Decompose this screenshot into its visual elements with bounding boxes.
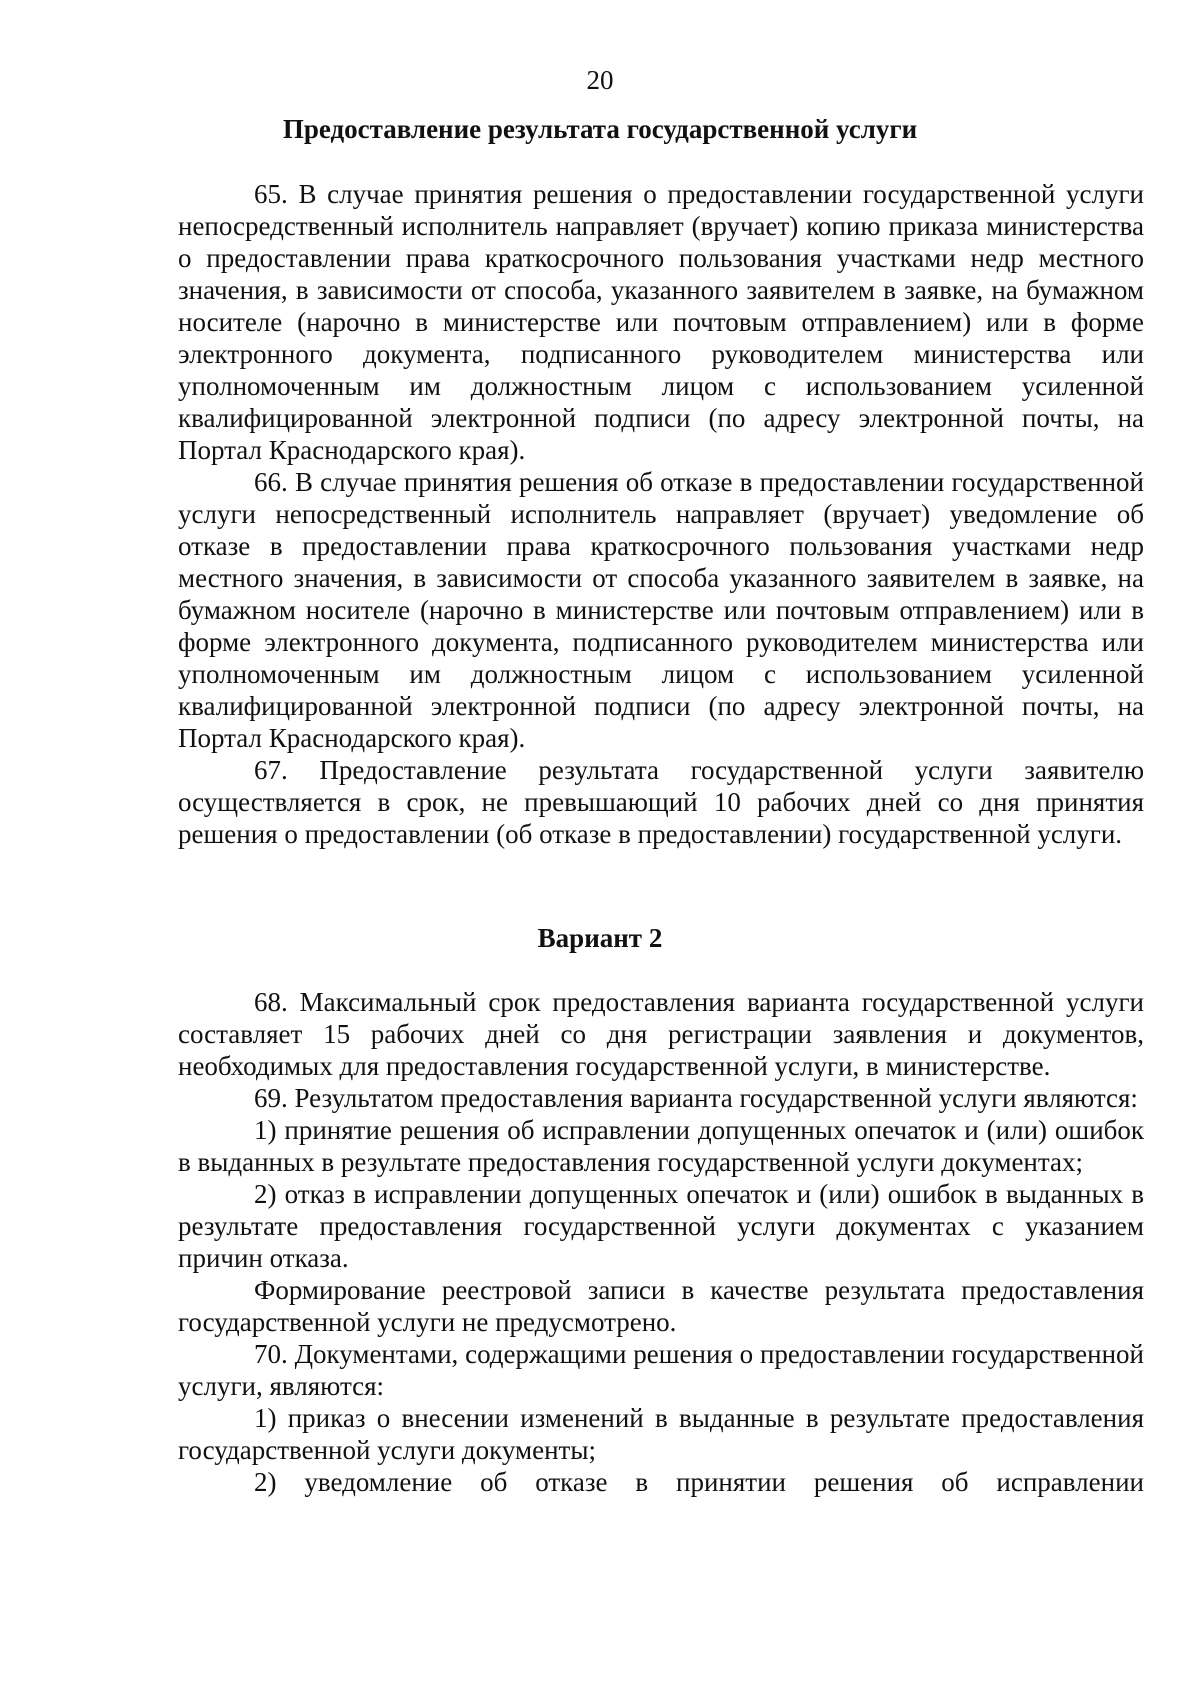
paragraph-69: 69. Результатом предоставления варианта государственной услуги являются: bbox=[254, 1083, 1138, 1113]
list-item-70-1: 1) приказ о внесении изменений в выданные в результате предоставления государственной услуги документы; bbox=[178, 1403, 1144, 1465]
list-item-70-2: 2) уведомление об отказе в принятии решения об исправлении bbox=[254, 1467, 1144, 1497]
registry-note-paragraph: Формирование реестровой записи в качестве результата предоставления государственной услуги не предусмотрено. bbox=[178, 1275, 1144, 1337]
section-body bbox=[178, 178, 1144, 850]
list-item-69-2: 2) отказ в исправлении допущенных опечаток и (или) ошибок в выданных в результате предоставления государственной услуги документах с указанием причин отказа. bbox=[178, 1179, 1144, 1273]
paragraph-66: 66. В случае принятия решения об отказе в предоставлении государственной услуги непосредственный исполнитель направляет (вручает) уведомление об отказе в предоставлении права краткосрочного пользования участками недр местного значения, в зависимости от способа указанного заявителем в заявке, на бумажном носителе (нарочно в министерстве или почтовым отправлением) или в форме электронного документа, подписанного руководителем министерства или уполномоченным им должностным лицом с использованием усиленной квалифицированной электронной подписи (по адресу электронной почты, на Портал Краснодарского края). bbox=[178, 467, 1144, 753]
paragraph-67: 67. Предоставление результата государственной услуги заявителю осуществляется в срок, не превышающий 10 рабочих дней со дня принятия решения о предоставлении (об отказе в предоставлении) государственной услуги. bbox=[178, 755, 1144, 849]
section-heading: Предоставление результата государственной услуги bbox=[282, 114, 918, 144]
paragraph-68: 68. Максимальный срок предоставления варианта государственной услуги составляет 15 рабочих дней со дня регистрации заявления и документов, необходимых для предоставления государственной услуги, в министерстве. bbox=[178, 987, 1144, 1081]
page-number: 20 bbox=[586, 65, 614, 95]
list-item-69-1: 1) принятие решения об исправлении допущенных опечаток и (или) ошибок в выданных в результате предоставления государственной услуги документах; bbox=[178, 1115, 1144, 1177]
variant-heading: Вариант 2 bbox=[537, 923, 663, 953]
variant-body bbox=[178, 986, 1144, 1498]
paragraph-70: 70. Документами, содержащими решения о предоставлении государственной услуги, являются: bbox=[178, 1339, 1144, 1401]
paragraph-65: 65. В случае принятия решения о предоставлении государственной услуги непосредственный исполнитель направляет (вручает) копию приказа министерства о предоставлении права краткосрочного пользования участками недр местного значения, в зависимости от способа, указанного заявителем в заявке, на бумажном носителе (нарочно в министерстве или почтовым отправлением) или в форме электронного документа, подписанного руководителем министерства или уполномоченным им должностным лицом с использованием усиленной квалифицированной электронной подписи (по адресу электронной почты, на Портал Краснодарского края). bbox=[178, 179, 1144, 465]
